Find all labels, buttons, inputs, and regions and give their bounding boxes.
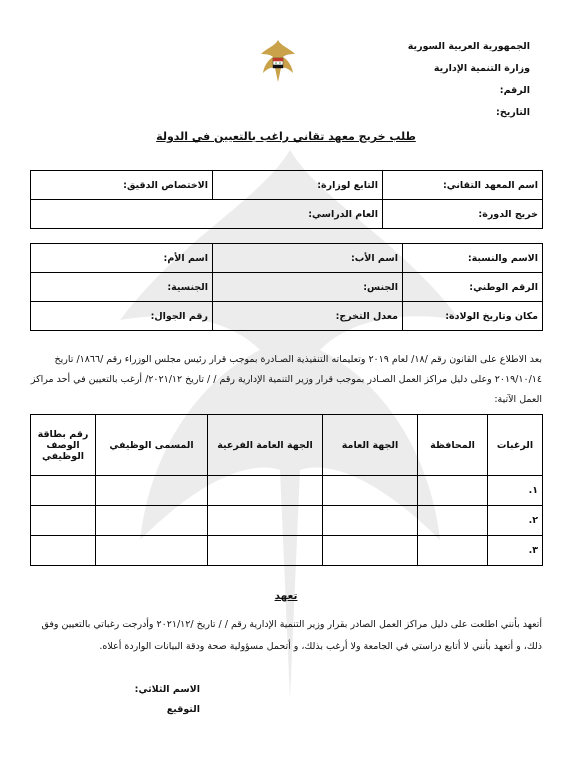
date-label: التاريخ: — [496, 107, 530, 118]
sub-entity-cell[interactable] — [208, 476, 323, 506]
sub-entity-header: الجهة العامة الفرعية — [208, 415, 323, 476]
full-name-label: الاسم الثلاثي: — [134, 684, 200, 695]
graduation-batch-field[interactable]: خريج الدورة: — [383, 200, 543, 229]
graduation-gpa-field[interactable]: معدل التخرج: — [213, 302, 403, 331]
birth-place-date-field[interactable]: مكان وتاريخ الولادة: — [403, 302, 543, 331]
job-title-cell[interactable] — [96, 506, 208, 536]
institute-info-table — [30, 170, 543, 229]
pledge-text: أتعهد بأنني اطلعت على دليل مراكز العمل الصادر بقرار وزير التنمية الإدارية رقم / / تاريخ /٢٠٢١/١٢ وأدرجت رغباتي بالتعيين وفق ذلك، و أتعهد بأنني لا أتابع دراستي في الجامعة ولا أرغب بذلك، و أتحمل مسؤولية صحة ودقة البيانات الواردة أعلاه. — [41, 619, 542, 652]
job-title-header: المسمى الوظيفي — [96, 415, 208, 476]
personal-info-table — [30, 243, 543, 331]
governorate-cell[interactable] — [418, 476, 488, 506]
academic-year-field[interactable]: العام الدراسي: — [31, 200, 383, 229]
sub-entity-cell[interactable] — [208, 536, 323, 566]
public-entity-cell[interactable] — [323, 536, 418, 566]
mobile-number-field[interactable]: رقم الجوال: — [31, 302, 213, 331]
full-name-field[interactable]: الاسم والنسبة: — [403, 244, 543, 273]
job-card-number-header: رقم بطاقة الوصف الوظيفي — [31, 415, 96, 476]
institute-name-field[interactable]: اسم المعهد التقاني: — [383, 171, 543, 200]
row-number: ٢. — [488, 506, 543, 536]
job-card-number-cell[interactable] — [31, 536, 96, 566]
sub-entity-cell[interactable] — [208, 506, 323, 536]
job-preferences-table — [30, 414, 543, 566]
job-title-cell[interactable] — [96, 476, 208, 506]
legal-reference-paragraph: بعد الاطلاع على القانون رقم /١٨/ لعام ٢٠١٩ وتعليماته التنفيذية الصـادرة بموجب قرار رئيس مجلس الوزراء رقم /١٨٦٦/ تاريخ ٢٠١٩/١٠/١٤ وعلى دليل مراكز العمل الصـادر بموجب قرار وزير التنمية الإدارية رقم / / تاريخ ٢٠٢١/١٢/ أرغب بالتعيين في أحد مراكز العمل الآتية: — [30, 354, 542, 405]
ministry-name: وزارة التنمية الإدارية — [433, 63, 530, 74]
national-id-field[interactable]: الرقم الوطني: — [403, 273, 543, 302]
letterhead — [408, 36, 530, 124]
job-title-cell[interactable] — [96, 536, 208, 566]
job-card-number-cell[interactable] — [31, 506, 96, 536]
signature-label: التوقيع — [166, 704, 200, 715]
form-title: طلب خريج معهد تقاني راغب بالتعيين في الدولة — [156, 130, 416, 143]
father-name-field[interactable]: اسم الأب: — [213, 244, 403, 273]
mother-name-field[interactable]: اسم الأم: — [31, 244, 213, 273]
preferences-header: الرغبات — [488, 415, 543, 476]
gender-field[interactable]: الجنس: — [213, 273, 403, 302]
table-row — [31, 506, 543, 536]
public-entity-header: الجهة العامة — [323, 415, 418, 476]
syrian-eagle-emblem-icon — [258, 38, 298, 84]
reference-number-label: الرقم: — [499, 85, 530, 96]
row-number: ١. — [488, 476, 543, 506]
job-card-number-cell[interactable] — [31, 476, 96, 506]
table-row — [31, 476, 543, 506]
public-entity-cell[interactable] — [323, 506, 418, 536]
pledge-title: تعهد — [274, 590, 298, 602]
governorate-cell[interactable] — [418, 506, 488, 536]
nationality-field[interactable]: الجنسية: — [31, 273, 213, 302]
specialty-field[interactable]: الاختصاص الدقيق: — [31, 171, 213, 200]
signature-block — [0, 680, 200, 720]
ministry-field[interactable]: التابع لوزارة: — [213, 171, 383, 200]
governorate-header: المحافظة — [418, 415, 488, 476]
governorate-cell[interactable] — [418, 536, 488, 566]
table-row — [31, 536, 543, 566]
public-entity-cell[interactable] — [323, 476, 418, 506]
row-number: ٣. — [488, 536, 543, 566]
country-name: الجمهورية العربية السورية — [407, 41, 530, 52]
